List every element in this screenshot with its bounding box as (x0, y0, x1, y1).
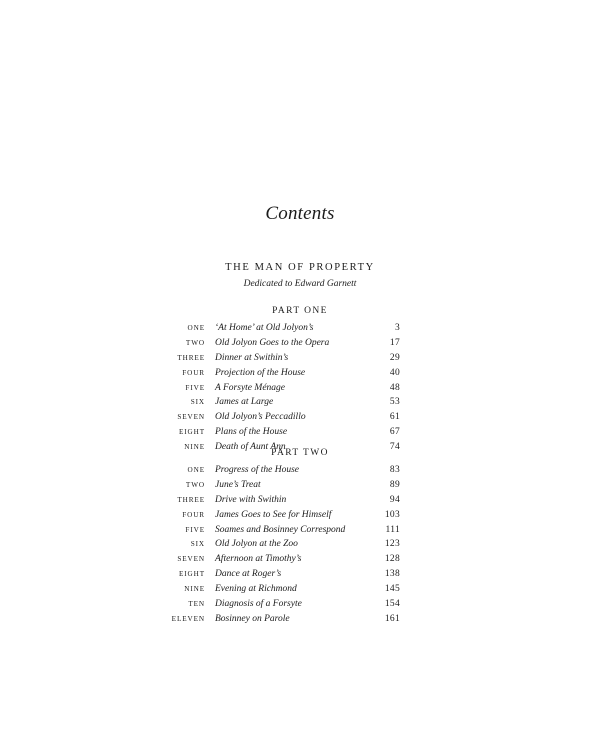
toc-entry (0, 597, 600, 612)
toc-entry (0, 410, 600, 425)
part-two-heading: PART TWO (271, 448, 329, 458)
chapter-title: Bosinney on Parole (215, 613, 290, 624)
chapter-number: ELEVEN (171, 614, 205, 623)
toc-entry (0, 366, 600, 381)
toc-entry (0, 425, 600, 440)
chapter-number: FIVE (185, 525, 205, 534)
toc-entry (0, 493, 600, 508)
chapter-page-number: 161 (384, 613, 400, 624)
chapter-title: Diagnosis of a Forsyte (215, 599, 302, 610)
toc-entry (0, 351, 600, 366)
chapter-page-number: 48 (389, 382, 400, 393)
part-one-chapter-list (0, 321, 600, 455)
chapter-page-number: 17 (389, 337, 400, 348)
chapter-page-number: 103 (384, 509, 400, 520)
chapter-number: TEN (188, 600, 205, 609)
chapter-number: ONE (187, 466, 205, 474)
chapter-number: EIGHT (178, 570, 205, 579)
part-two-chapter-list (0, 463, 600, 627)
chapter-number: NINE (184, 585, 205, 594)
chapter-title: Soames and Bosinney Correspond (215, 524, 346, 535)
chapter-number: SEVEN (177, 555, 205, 564)
chapter-title: Old Jolyon Goes to the Opera (215, 337, 330, 348)
toc-entry (0, 567, 600, 582)
chapter-title: Drive with Swithin (215, 494, 287, 505)
chapter-title: Afternoon at Timothy’s (215, 554, 302, 565)
chapter-page-number: 53 (389, 397, 400, 408)
toc-entry (0, 552, 600, 567)
book-dedication: Dedicated to Edward Garnett (243, 279, 357, 289)
chapter-page-number: 94 (389, 494, 400, 505)
chapter-title: A Forsyte Ménage (215, 382, 285, 393)
chapter-title: June’s Treat (215, 479, 261, 490)
chapter-title: Dance at Roger’s (215, 569, 282, 580)
toc-entry (0, 523, 600, 538)
chapter-page-number: 111 (385, 524, 400, 535)
chapter-page-number: 154 (384, 599, 400, 610)
chapter-page-number: 138 (384, 569, 400, 580)
chapter-title: James Goes to See for Himself (215, 509, 332, 520)
chapter-page-number: 74 (389, 442, 400, 453)
toc-entry (0, 508, 600, 523)
chapter-title: Death of Aunt Ann (215, 442, 286, 453)
toc-entry (0, 336, 600, 351)
chapter-title: Projection of the House (215, 367, 306, 378)
chapter-page-number: 123 (384, 539, 400, 550)
chapter-title: ‘At Home’ at Old Jolyon’s (215, 323, 314, 333)
chapter-number: TWO (185, 480, 205, 489)
toc-entry (0, 381, 600, 396)
chapter-page-number: 128 (384, 554, 400, 565)
chapter-number: ONE (187, 324, 205, 332)
toc-entry (0, 463, 600, 478)
chapter-page-number: 89 (389, 479, 400, 490)
page-title: Contents (265, 203, 335, 224)
chapter-page-number: 40 (389, 367, 400, 378)
chapter-page-number: 145 (384, 584, 400, 595)
book-title: THE MAN OF PROPERTY (225, 262, 375, 273)
chapter-number: NINE (184, 443, 205, 452)
chapter-page-number: 61 (389, 412, 400, 423)
chapter-title: James at Large (215, 397, 274, 408)
chapter-title: Plans of the House (215, 427, 288, 438)
chapter-title: Dinner at Swithin’s (215, 352, 289, 363)
chapter-title: Progress of the House (215, 465, 299, 475)
chapter-page-number: 67 (389, 427, 400, 438)
chapter-number: THREE (177, 495, 205, 504)
chapter-number: FOUR (182, 510, 205, 519)
chapter-page-number: 29 (389, 352, 400, 363)
chapter-title: Evening at Richmond (215, 584, 297, 595)
chapter-number: THREE (177, 353, 205, 362)
chapter-number: SIX (190, 398, 205, 407)
toc-entry (0, 612, 600, 627)
toc-entry (0, 582, 600, 597)
toc-entry (0, 395, 600, 410)
chapter-number: SIX (190, 540, 205, 549)
chapter-title: Old Jolyon’s Peccadillo (215, 412, 306, 423)
toc-entry (0, 321, 600, 336)
chapter-number: FOUR (182, 368, 205, 377)
chapter-number: SEVEN (177, 413, 205, 422)
chapter-number: FIVE (185, 383, 205, 392)
chapter-number: EIGHT (178, 428, 205, 437)
chapter-number: TWO (185, 338, 205, 347)
part-one-heading: PART ONE (272, 306, 328, 316)
chapter-page-number: 3 (394, 323, 400, 333)
toc-entry (0, 478, 600, 493)
toc-entry (0, 537, 600, 552)
chapter-title: Old Jolyon at the Zoo (215, 539, 298, 550)
chapter-page-number: 83 (389, 465, 400, 475)
